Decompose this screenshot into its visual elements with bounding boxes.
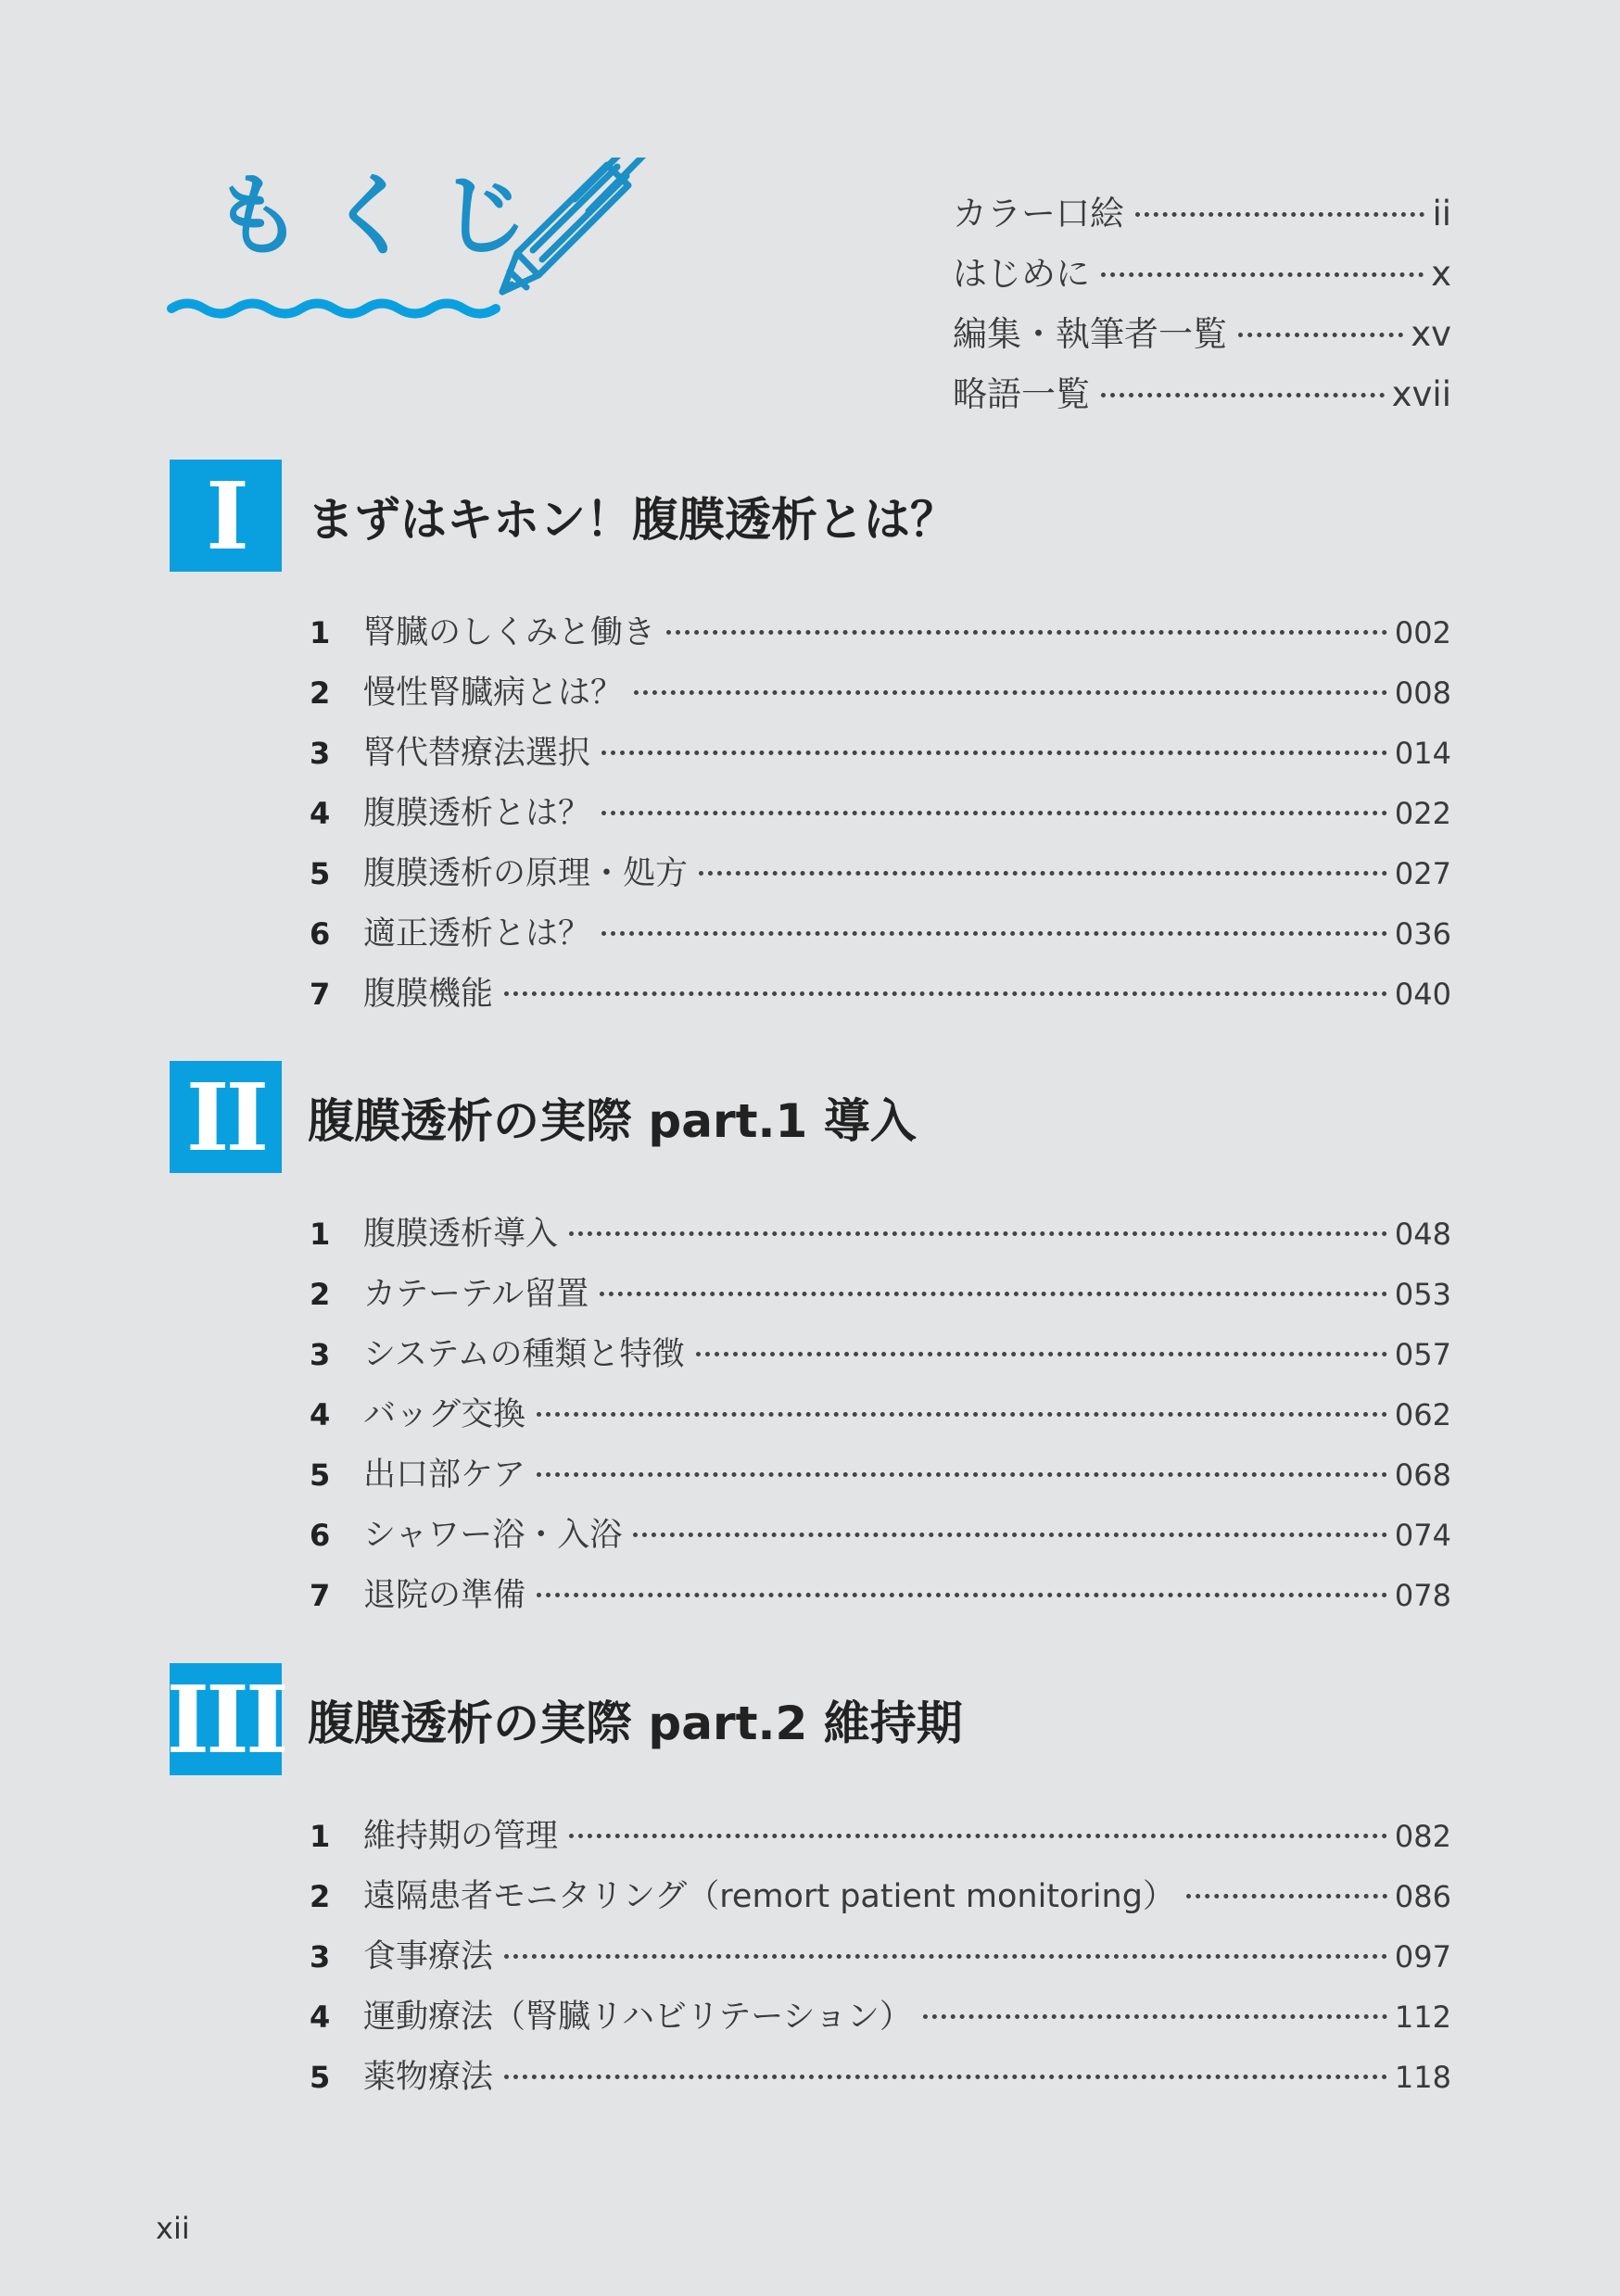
chapter-item[interactable] [310,1509,1451,1570]
chapter-label: バッグ交換 [363,1396,526,1433]
chapter-number: 4 [310,1397,331,1432]
chapter-page: 022 [1394,796,1451,831]
leader-dots [696,1352,1387,1356]
chapter-item[interactable] [310,1449,1451,1509]
chapter-number: 3 [310,736,331,771]
leader-dots [569,1231,1387,1236]
chapter-number: 3 [310,1939,331,1974]
contents-logo [167,158,667,324]
section-title: 腹膜透析の実際 part.1 導入 [308,1093,917,1148]
section-heading-1[interactable] [170,460,956,572]
leader-dots [601,751,1387,755]
chapter-page: 078 [1394,1578,1451,1613]
leader-dots [634,690,1387,695]
chapter-label: 遠隔患者モニタリング（remort patient monitoring） [363,1878,1175,1915]
chapter-label: 退院の準備 [363,1577,526,1614]
leader-dots [1101,393,1385,397]
front-matter-page: ii [1432,194,1451,233]
front-matter-label: はじめに [953,254,1090,294]
chapter-number: 5 [310,2060,331,2095]
chapter-label: 出口部ケア [363,1457,526,1494]
chapter-item[interactable] [310,1871,1451,1931]
leader-dots [504,2075,1387,2079]
chapter-number: 1 [310,615,331,650]
section-heading-3[interactable] [166,1663,963,1775]
page-number: xii [156,2211,190,2246]
chapter-page: 074 [1394,1518,1451,1553]
front-matter-label: 編集・執筆者一覧 [953,314,1227,354]
chapter-item[interactable] [310,1931,1451,1991]
chapter-number: 3 [310,1337,331,1372]
chapter-item[interactable] [310,1208,1451,1268]
chapter-label: 食事療法 [363,1938,494,1975]
front-matter-list [953,185,1451,426]
leader-dots [923,2014,1387,2019]
chapter-item[interactable] [310,788,1451,848]
chapter-label: 腎代替療法選択 [363,735,591,772]
chapter-item[interactable] [310,1389,1451,1449]
leader-dots [1101,272,1424,277]
chapter-page: 068 [1394,1457,1451,1493]
section-3-list [310,1810,1451,2112]
page-title: もくじ [213,164,552,268]
leader-dots [569,1834,1387,1838]
leader-dots [1135,212,1424,217]
chapter-item[interactable] [310,2051,1451,2112]
front-matter-label: カラー口絵 [953,194,1124,233]
leader-dots [1238,333,1403,337]
chapter-item[interactable] [310,727,1451,788]
chapter-item[interactable] [310,848,1451,908]
leader-dots [504,991,1387,996]
chapter-number: 2 [310,1879,331,1914]
chapter-label: 腎臓のしくみと働き [363,614,656,651]
chapter-label: 運動療法（腎臓リハビリテーション） [363,1999,912,2036]
chapter-label: 腹膜機能 [363,976,494,1013]
chapter-item[interactable] [310,1991,1451,2051]
chapter-page: 048 [1394,1217,1451,1252]
front-matter-item[interactable] [953,306,1451,366]
chapter-number: 2 [310,1277,331,1312]
leader-dots [633,1533,1387,1537]
chapter-number: 7 [310,977,331,1012]
chapter-label: シャワー浴・入浴 [363,1517,623,1554]
front-matter-page: xv [1411,314,1451,354]
section-heading-2[interactable] [170,1061,917,1173]
leader-dots [601,811,1387,815]
leader-dots [666,630,1387,635]
chapter-page: 008 [1394,675,1451,711]
leader-dots [1186,1894,1387,1899]
section-1-list [310,607,1451,1028]
chapter-label: 薬物療法 [363,2059,494,2096]
chapter-item[interactable] [310,1570,1451,1630]
leader-dots [600,1292,1387,1296]
chapter-label: 維持期の管理 [363,1818,559,1855]
chapter-page: 027 [1394,856,1451,891]
chapter-page: 062 [1394,1397,1451,1432]
chapter-page: 040 [1394,977,1451,1012]
section-numeral-badge: III [166,1664,285,1774]
chapter-page: 097 [1394,1939,1451,1974]
front-matter-item[interactable] [953,185,1451,246]
chapter-item[interactable] [310,667,1451,727]
leader-dots [699,871,1387,876]
chapter-number: 4 [310,796,331,831]
chapter-number: 6 [310,1518,331,1553]
chapter-number: 4 [310,2000,331,2035]
chapter-number: 6 [310,916,331,952]
chapter-label: 腹膜透析の原理・処方 [363,855,689,892]
chapter-label: カテーテル留置 [363,1276,589,1313]
chapter-page: 082 [1394,1819,1451,1854]
chapter-page: 014 [1394,736,1451,771]
front-matter-item[interactable] [953,366,1451,426]
section-numeral-badge: II [170,1061,282,1173]
front-matter-label: 略語一覧 [953,374,1090,414]
chapter-item[interactable] [310,1268,1451,1329]
section-numeral-badge: I [170,460,282,572]
chapter-item[interactable] [310,607,1451,667]
section-2-list [310,1208,1451,1630]
chapter-number: 5 [310,1457,331,1493]
front-matter-item[interactable] [953,246,1451,306]
chapter-number: 1 [310,1217,331,1252]
chapter-label: 腹膜透析とは？ [363,795,591,832]
section-title: まずはキホン！腹膜透析とは？ [308,492,956,547]
chapter-number: 5 [310,856,331,891]
chapter-item[interactable] [310,1329,1451,1389]
chapter-item[interactable] [310,968,1451,1028]
chapter-number: 1 [310,1819,331,1854]
chapter-page: 053 [1394,1277,1451,1312]
chapter-page: 036 [1394,916,1451,952]
chapter-label: 適正透析とは？ [363,915,591,952]
chapter-item[interactable] [310,908,1451,968]
chapter-number: 2 [310,675,331,711]
section-title: 腹膜透析の実際 part.2 維持期 [308,1696,963,1750]
front-matter-page: x [1431,254,1451,294]
chapter-label: 腹膜透析導入 [363,1216,559,1253]
chapter-page: 057 [1394,1337,1451,1372]
leader-dots [537,1593,1387,1597]
leader-dots [601,931,1387,936]
front-matter-page: xvii [1391,374,1451,414]
chapter-item[interactable] [310,1810,1451,1871]
chapter-page: 002 [1394,615,1451,650]
chapter-page: 086 [1394,1879,1451,1914]
leader-dots [537,1412,1387,1417]
leader-dots [537,1472,1387,1477]
chapter-label: システムの種類と特徴 [363,1336,685,1373]
leader-dots [504,1954,1387,1959]
chapter-page: 112 [1394,2000,1451,2035]
chapter-number: 7 [310,1578,331,1613]
chapter-page: 118 [1394,2060,1451,2095]
chapter-label: 慢性腎臓病とは？ [363,675,624,712]
